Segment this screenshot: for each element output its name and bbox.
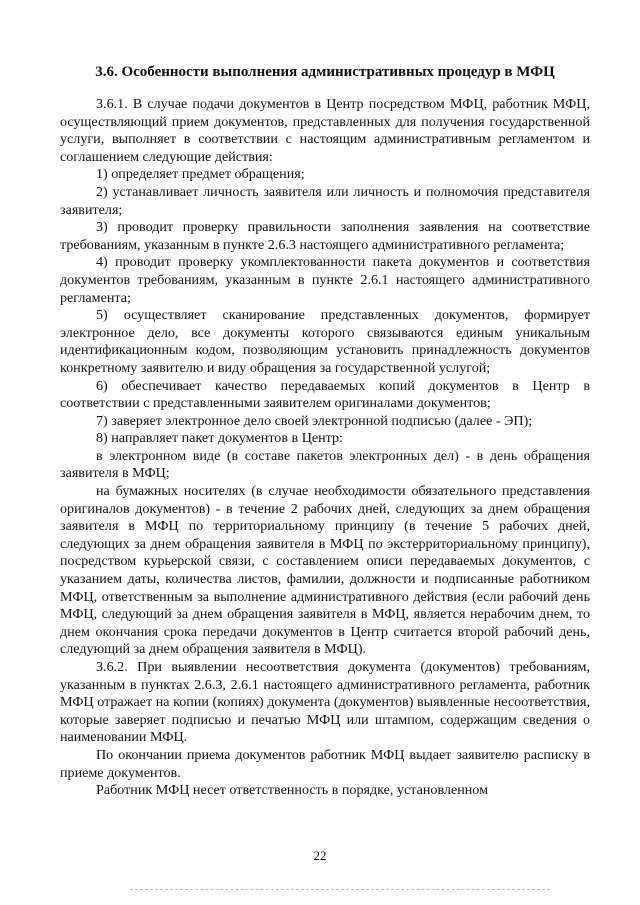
list-item-5: 5) осуществляет сканирование представленных документов, формирует электронное дело, все документы которого связываются единым уникальным идентификационным кодом, позволяющим установить принадлежность документов конкретному заявителю и виду обращения за государственной услугой; [60, 307, 590, 376]
list-item-8: 8) направляет пакет документов в Центр: [96, 430, 343, 447]
list-item-2: 2) устанавливает личность заявителя или личность и полномочия представителя заявителя; [60, 183, 590, 218]
list-item-6: 6) обеспечивает качество передаваемых копий документов в Центр в соответствии с представленными заявителем оригиналами документов; [60, 377, 590, 412]
receipt-paragraph: По окончании приема документов работник МФЦ выдает заявителю расписку в приеме документов. [60, 746, 590, 781]
scan-edge-line [130, 889, 550, 890]
list-item-7: 7) заверяет электронное дело своей электронной подписью (далее - ЭП); [96, 412, 533, 429]
list-item-1: 1) определяет предмет обращения; [96, 166, 305, 183]
list-item-3: 3) проводит проверку правильности заполнения заявления на соответствие требованиям, указанным в пункте 2.6.3 настоящего административного регламента; [60, 219, 590, 253]
responsibility-paragraph: Работник МФЦ несет ответственность в порядке, установленном [96, 782, 488, 799]
list-item-4: 4) проводит проверку укомплектованности пакета документов и соответствия документов требованиям, указанным в пункте 2.6.1 настоящего административного регламента; [60, 254, 590, 306]
section-heading: 3.6. Особенности выполнения административных процедур в МФЦ [95, 64, 555, 80]
paper-delivery-paragraph: на бумажных носителях (в случае необходимости обязательного представления оригиналов документов) - в течение 2 рабочих дней, следующих за днем обращения заявителя в МФЦ по территориальному принципу (в течение 5 рабочих дней, следующих за днем обращения заявителя в МФЦ по экстерриториальному принципу), посредством курьерской связи, с составлением описи передаваемых документов, с указанием даты, количества листов, фамилии, должности и подписанные работником МФЦ, ответственным за выполнение административного действия (если рабочий день МФЦ, следующий за днем обращения заявителя в МФЦ, является нерабочим днем, то днем окончания срока передачи документов в Центр считается второй рабочий день, следующий за днем обращения заявителя в МФЦ). [60, 483, 590, 658]
page-number: 22 [313, 848, 327, 863]
document-body [60, 96, 590, 800]
paragraph-3-6-2: 3.6.2. При выявлении несоответствия документа (документов) требованиям, указанным в пунктах 2.6.3, 2.6.1 настоящего административного регламента, работник МФЦ отражает на копии (копиях) документа (документов) выявленные несоответствия, которые заверяет подписью и печатью МФЦ или штампом, содержащим сведения о наименовании МФЦ. [60, 659, 590, 746]
paragraph-3-6-1: 3.6.1. В случае подачи документов в Центр посредством МФЦ, работник МФЦ, осуществляющий прием документов, представленных для получения государственной услуги, выполняет в соответствии с настоящим административным регламентом и соглашением следующие действия: [60, 96, 590, 165]
electronic-delivery-paragraph: в электронном виде (в составе пакетов электронных дел) - в день обращения заявителя в МФЦ; [60, 447, 590, 482]
